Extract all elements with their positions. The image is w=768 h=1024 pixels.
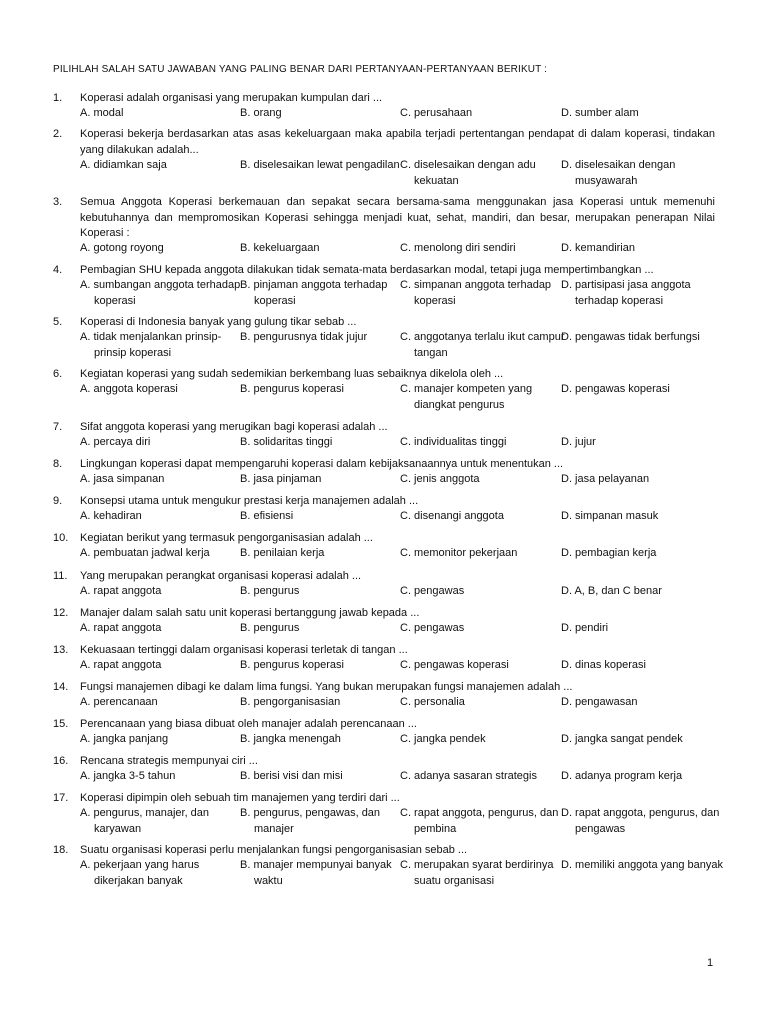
- answer-option-a: A. pembuatan jadwal kerja: [80, 547, 210, 559]
- question-number: 17.: [53, 792, 69, 804]
- answer-option-b: B. pinjaman anggota terhadap koperasi: [240, 279, 388, 307]
- answer-option-c: C. personalia: [400, 696, 465, 708]
- answer-option-d: D. dinas koperasi: [561, 659, 646, 671]
- answer-option-b: B. pengurusnya tidak jujur: [240, 331, 368, 343]
- answer-option-b: B. pengurus koperasi: [240, 659, 344, 671]
- answer-option-d: D. memiliki anggota yang banyak: [561, 859, 724, 871]
- answer-option-b: B. jangka menengah: [240, 733, 341, 745]
- question-text: Koperasi dipimpin oleh sebuah tim manajemen yang terdiri dari ...: [80, 792, 400, 804]
- question-number: 10.: [53, 532, 69, 544]
- answer-option-b: B. orang: [240, 107, 282, 119]
- answer-option-c: C. perusahaan: [400, 107, 473, 119]
- answer-option-c: C. manajer kompeten yang diangkat pengurus: [400, 383, 533, 411]
- question-text: Kekuasaan tertinggi dalam organisasi koperasi terletak di tangan ...: [80, 644, 408, 656]
- answer-option-a: A. jangka panjang: [80, 733, 169, 745]
- question-number: 11.: [53, 570, 68, 582]
- answer-option-c: C. merupakan syarat berdirinya suatu organisasi: [400, 859, 554, 887]
- answer-option-b: B. diselesaikan lewat pengadilan: [240, 159, 400, 171]
- question-number: 18.: [53, 844, 69, 856]
- answer-option-c: C. disenangi anggota: [400, 510, 504, 522]
- question-text: Semua Anggota Koperasi berkemauan dan sepakat secara bersama-sama menggunakan jasa Koperasi untuk memenuhi kebutuhannya dan mempromosikan Koperasi sehingga menjadi kuat, sehat, mandiri, dan besar, merupakan penerapan Nilai Koperasi :: [80, 196, 715, 239]
- question-text: Pembagian SHU kepada anggota dilakukan tidak semata-mata berdasarkan modal, tetapi juga mempertimbangkan ...: [80, 264, 654, 276]
- question-number: 6.: [53, 368, 63, 380]
- answer-option-c: C. pengawas koperasi: [400, 659, 509, 671]
- answer-option-d: D. jasa pelayanan: [561, 473, 650, 485]
- answer-option-a: A. pekerjaan yang harus dikerjakan banyak: [80, 859, 200, 887]
- question-text: Konsepsi utama untuk mengukur prestasi kerja manajemen adalah ...: [80, 495, 419, 507]
- answer-option-a: A. modal: [80, 107, 124, 119]
- answer-option-b: B. pengurus: [240, 622, 300, 634]
- answer-option-b: B. berisi visi dan misi: [240, 770, 343, 782]
- answer-option-d: D. kemandirian: [561, 242, 635, 254]
- answer-option-b: B. pengurus koperasi: [240, 383, 344, 395]
- question-text: Koperasi bekerja berdasarkan atas asas kekeluargaan maka apabila terjadi pertentangan pendapat di dalam koperasi, tindakan yang dilakukan adalah...: [80, 128, 715, 156]
- answer-option-d: D. simpanan masuk: [561, 510, 659, 522]
- answer-option-d: D. sumber alam: [561, 107, 639, 119]
- answer-option-b: B. efisiensi: [240, 510, 294, 522]
- answer-option-b: B. jasa pinjaman: [240, 473, 322, 485]
- answer-option-d: D. A, B, dan C benar: [561, 585, 662, 597]
- page-number: 1: [707, 957, 714, 969]
- answer-option-a: A. anggota koperasi: [80, 383, 178, 395]
- answer-option-d: D. pengawasan: [561, 696, 638, 708]
- question-text: Manajer dalam salah satu unit koperasi bertanggung jawab kepada ...: [80, 607, 420, 619]
- answer-option-c: C. rapat anggota, pengurus, dan pembina: [400, 807, 559, 835]
- question-text: Kegiatan koperasi yang sudah sedemikian berkembang luas sebaiknya dikelola oleh ...: [80, 368, 504, 380]
- question-number: 15.: [53, 718, 69, 730]
- answer-option-d: D. adanya program kerja: [561, 770, 683, 782]
- answer-option-a: A. tidak menjalankan prinsip-prinsip koperasi: [80, 331, 222, 359]
- answer-option-d: D. pendiri: [561, 622, 609, 634]
- answer-option-b: B. manajer mempunyai banyak waktu: [240, 859, 392, 887]
- answer-option-a: A. kehadiran: [80, 510, 142, 522]
- answer-option-c: C. jenis anggota: [400, 473, 480, 485]
- question-number: 12.: [53, 607, 69, 619]
- answer-option-c: C. menolong diri sendiri: [400, 242, 516, 254]
- answer-option-b: B. kekeluargaan: [240, 242, 320, 254]
- answer-option-a: A. perencanaan: [80, 696, 158, 708]
- question-text: Koperasi di Indonesia banyak yang gulung tikar sebab ...: [80, 316, 357, 328]
- answer-option-c: C. adanya sasaran strategis: [400, 770, 537, 782]
- question-number: 16.: [53, 755, 69, 767]
- question-number: 2.: [53, 128, 63, 140]
- question-text: Kegiatan berikut yang termasuk pengorganisasian adalah ...: [80, 532, 373, 544]
- answer-option-c: C. pengawas: [400, 622, 465, 634]
- answer-option-b: B. pengurus, pengawas, dan manajer: [240, 807, 381, 835]
- answer-option-d: D. pengawas tidak berfungsi: [561, 331, 700, 343]
- answer-option-b: B. solidaritas tinggi: [240, 436, 333, 448]
- question-text: Yang merupakan perangkat organisasi koperasi adalah ...: [80, 570, 362, 582]
- answer-option-c: C. individualitas tinggi: [400, 436, 507, 448]
- question-number: 9.: [53, 495, 63, 507]
- answer-option-a: A. jasa simpanan: [80, 473, 165, 485]
- answer-option-d: D. partisipasi jasa anggota terhadap koperasi: [561, 279, 691, 307]
- question-text: Rencana strategis mempunyai ciri ...: [80, 755, 258, 767]
- answer-option-a: A. gotong royong: [80, 242, 164, 254]
- answer-option-a: A. rapat anggota: [80, 585, 162, 597]
- answer-option-c: C. simpanan anggota terhadap koperasi: [400, 279, 552, 307]
- answer-option-a: A. sumbangan anggota terhadap koperasi: [80, 279, 241, 307]
- question-number: 1.: [53, 92, 63, 104]
- answer-option-b: B. pengurus: [240, 585, 300, 597]
- answer-option-c: C. diselesaikan dengan adu kekuatan: [400, 159, 536, 187]
- question-number: 7.: [53, 421, 63, 433]
- answer-option-a: A. rapat anggota: [80, 622, 162, 634]
- question-number: 3.: [53, 196, 63, 208]
- answer-option-d: D. rapat anggota, pengurus, dan pengawas: [561, 807, 720, 835]
- answer-option-a: A. didiamkan saja: [80, 159, 167, 171]
- question-text: Perencanaan yang biasa dibuat oleh manajer adalah perencanaan ...: [80, 718, 417, 730]
- question-text: Sifat anggota koperasi yang merugikan bagi koperasi adalah ...: [80, 421, 388, 433]
- question-number: 5.: [53, 316, 63, 328]
- instruction-text: PILIHLAH SALAH SATU JAWABAN YANG PALING BENAR DARI PERTANYAAN-PERTANYAAN BERIKUT :: [53, 64, 548, 75]
- answer-option-d: D. pengawas koperasi: [561, 383, 670, 395]
- question-text: Fungsi manajemen dibagi ke dalam lima fungsi. Yang bukan merupakan fungsi manajemen adalah ...: [80, 681, 573, 693]
- answer-option-d: D. jujur: [561, 436, 596, 448]
- answer-option-a: A. pengurus, manajer, dan karyawan: [80, 807, 210, 835]
- question-text: Lingkungan koperasi dapat mempengaruhi koperasi dalam kebijaksanaannya untuk menentukan ...: [80, 458, 564, 470]
- answer-option-a: A. percaya diri: [80, 436, 151, 448]
- answer-option-c: C. memonitor pekerjaan: [400, 547, 518, 559]
- question-number: 13.: [53, 644, 69, 656]
- answer-option-c: C. anggotanya terlalu ikut campur tangan: [400, 331, 565, 359]
- answer-option-a: A. rapat anggota: [80, 659, 162, 671]
- answer-option-b: B. penilaian kerja: [240, 547, 325, 559]
- question-text: Suatu organisasi koperasi perlu menjalankan fungsi pengorganisasian sebab ...: [80, 844, 468, 856]
- question-text: Koperasi adalah organisasi yang merupakan kumpulan dari ...: [80, 92, 383, 104]
- answer-option-a: A. jangka 3-5 tahun: [80, 770, 176, 782]
- answer-option-c: C. jangka pendek: [400, 733, 486, 745]
- answer-option-c: C. pengawas: [400, 585, 465, 597]
- answer-option-d: D. jangka sangat pendek: [561, 733, 683, 745]
- question-number: 14.: [53, 681, 69, 693]
- answer-option-d: D. pembagian kerja: [561, 547, 657, 559]
- question-number: 4.: [53, 264, 63, 276]
- question-number: 8.: [53, 458, 63, 470]
- answer-option-b: B. pengorganisasian: [240, 696, 341, 708]
- answer-option-d: D. diselesaikan dengan musyawarah: [561, 159, 676, 187]
